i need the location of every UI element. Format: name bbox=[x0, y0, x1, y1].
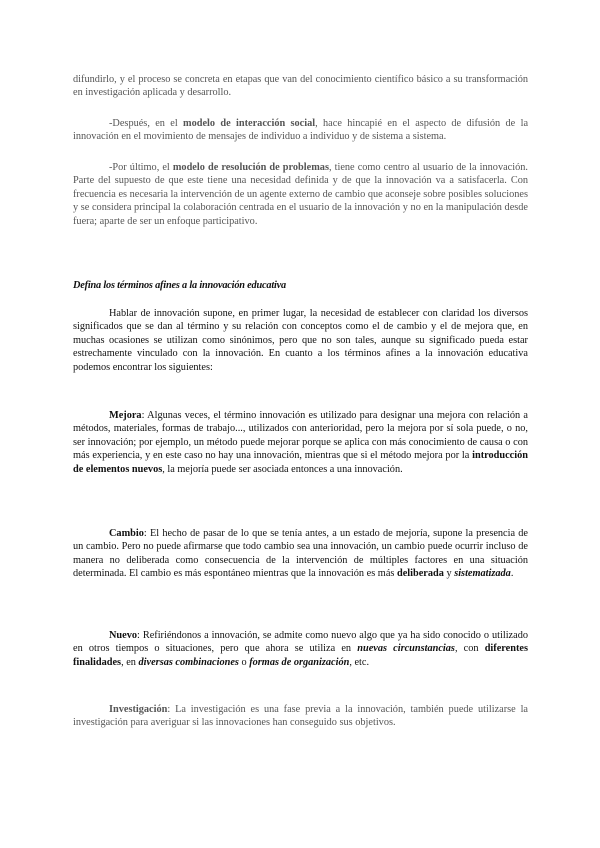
interaccion-term: modelo de interacción social bbox=[183, 118, 316, 129]
cambio-emphasis-deliberada: deliberada bbox=[396, 568, 444, 580]
intro-text: difundirlo, y el proceso se concreta en etapas que van del conocimiento científico básico a su transformación en investigación aplicada y desarrollo. bbox=[73, 74, 528, 99]
cambio-emphasis-sistematizada: sistematizada bbox=[454, 568, 511, 580]
nuevo-emphasis-combinaciones: diversas combinaciones bbox=[138, 656, 239, 668]
nuevo-emphasis-finalidades: diferentes finalidades bbox=[73, 643, 528, 668]
hablar-text: Hablar de innovación supone, en primer lugar, la necesidad de establecer con claridad los diversos significados que se dan al término y su relación con conceptos como el de cambio y el de mejora que, en muchas ocasiones se utilizan como sinónimos, pero que no son tales, aunque su significado pueda estar estrechamente vinculado con la innovación. En cuanto a los términos afines a la innovación educativa podemos encontrar los siguientes: bbox=[73, 308, 528, 373]
resolucion-term: modelo de resolución de problemas bbox=[172, 162, 329, 173]
investigacion-term: Investigación bbox=[109, 704, 168, 715]
mejora-paragraph bbox=[73, 409, 528, 476]
cambio-joiner: y bbox=[443, 568, 455, 580]
interaccion-paragraph bbox=[73, 117, 528, 144]
cambio-text: : El hecho de pasar de lo que se tenía antes, a un estado de mejoría, supone la presencia de un cambio. Pero no puede afirmarse que todo cambio sea una innovación, un cambio puede ocurrir incluso de manera no deliberada como consecuencia de la intervención de múltiples factores en una situación determinada. El cambio es más espontáneo mientras que la innovación es más bbox=[73, 528, 528, 580]
nuevo-text: : Refiriéndonos a innovación, se admite como nuevo algo que ya ha sido conocido o utilizado en otros tiempos o situaciones, pero que ahora se utiliza en bbox=[73, 630, 528, 655]
nuevo-emphasis-circunstancias: nuevas circunstancias bbox=[357, 643, 455, 655]
intro-paragraph bbox=[73, 73, 528, 100]
resolucion-paragraph bbox=[73, 161, 528, 228]
mejora-emphasis: introducción de elementos nuevos bbox=[73, 450, 528, 475]
interaccion-text: , hace hincapié en el aspecto de difusión de la innovación en el movimiento de mensajes de individuo a individuo y de sistema a sistema. bbox=[73, 118, 529, 143]
nuevo-sep-2: , en bbox=[121, 656, 139, 668]
cambio-term: Cambio bbox=[109, 528, 144, 539]
investigacion-text: : La investigación es una fase previa a la innovación, también puede utilizarse la investigación para averiguar si las innovaciones han conseguido sus objetivos. bbox=[73, 704, 528, 729]
nuevo-paragraph bbox=[73, 629, 528, 669]
nuevo-term: Nuevo bbox=[109, 630, 138, 641]
nuevo-end: , etc. bbox=[349, 656, 370, 668]
nuevo-sep-1: , con bbox=[454, 643, 485, 655]
section-heading: Defina los términos afines a la innovación educativa bbox=[73, 280, 286, 291]
cambio-paragraph bbox=[73, 527, 528, 581]
investigacion-paragraph bbox=[73, 703, 528, 730]
mejora-text: : Algunas veces, el término innovación es utilizado para designar una mejora con relación a métodos, materiales, formas de trabajo..., utilizados con anterioridad, pero la mejora por sí sola puede, o no, ser innovación; por ejemplo, un método puede mejorar porque se aplica con más conocimiento de causa o con más experiencia, y en este caso no hay una innovación, mientras que si el método mejora por la bbox=[73, 410, 528, 462]
resolucion-prefix: -Por último, el bbox=[109, 162, 173, 173]
mejora-text-end: , la mejoría puede ser asociada entonces a una innovación. bbox=[162, 463, 403, 475]
mejora-term: Mejora bbox=[109, 410, 142, 421]
cambio-end: . bbox=[510, 568, 514, 580]
resolucion-text: , tiene como centro al usuario de la innovación. Parte del supuesto de que este tiene una necesidad definida y de que la innovación va a satisfacerla. Con frecuencia es necesaria la intervención de un agente externo de cambio que aconseje sobre posibles soluciones y se considera principal la colaboración centrada en el usuario de la innovación y no en la manipulación desde fuera; aparte de ser un enfoque participativo. bbox=[73, 162, 528, 227]
hablar-paragraph bbox=[73, 307, 528, 374]
interaccion-prefix: -Después, en el bbox=[109, 118, 184, 129]
nuevo-sep-3: o bbox=[238, 656, 250, 668]
nuevo-emphasis-organizacion: formas de organización bbox=[249, 656, 350, 668]
